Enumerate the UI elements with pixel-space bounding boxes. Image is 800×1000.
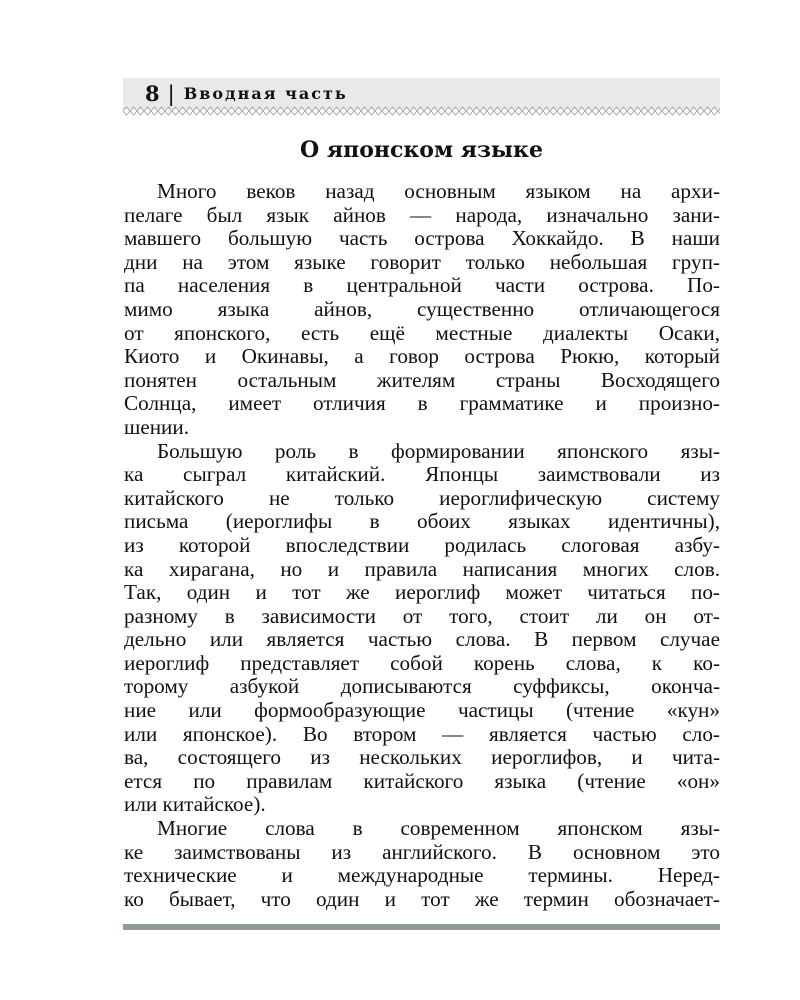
body-text-line: китайского не только иероглифическую систему [124,486,720,510]
body-text-line: понятен остальным жителям страны Восходящего [124,368,720,392]
body-text-line: из которой впоследствии родилась слоговая азбу- [124,533,720,557]
body-text-line: технические и международные термины. Неред- [124,864,720,888]
body-text-line: Солнца, имеет отличия в грамматике и произно- [124,392,720,416]
body-text-line: или японское). Во втором — является частью сло- [124,722,720,746]
body-text-line: дельно или является частью слова. В первом случае [124,628,720,652]
footer-rule [123,924,720,930]
body-text-line: или китайское). [124,793,266,817]
body-text-line: Большую роль в формировании японского язы- [157,439,720,463]
header-ornament-border [123,106,720,116]
running-header [123,78,720,109]
body-text-line: ка сыграл китайский. Японцы заимствовали из [124,463,720,487]
body-text-line: Много веков назад основным языком на архи- [157,180,720,203]
page-number: 8 [145,81,160,106]
body-text-line: ние или формообразующие частицы (чтение «кун» [124,699,720,723]
body-text-line: Многие слова в современном японском язы- [157,817,720,841]
body-text-line: мавшего большую часть острова Хоккайдо. В наши [124,227,720,251]
body-text-line: мимо языка айнов, существенно отличающегося [124,297,720,321]
running-header-section-title: Вводная часть [183,84,348,103]
body-text-line: Киото и Окинавы, а говор острова Рюкю, который [124,345,720,369]
body-text-line: торому азбукой дописываются суффиксы, оконча- [124,675,720,699]
body-text-line: пелаге был язык айнов — народа, изначально зани- [124,203,720,227]
header-separator: | [167,81,175,106]
article-title: О японском языке [300,137,543,163]
body-text-line: ется по правилам китайского языка (чтение «он» [124,769,720,793]
body-text-line: дни на этом языке говорит только небольшая груп- [124,250,720,274]
body-text-line: ке заимствованы из английского. В основном это [124,840,720,864]
body-text-line: разному в зависимости от того, стоит ли он от- [124,604,720,628]
body-text-line: ва, состоящего из нескольких иероглифов, и чита- [124,746,720,770]
body-text-line: Так, один и тот же иероглиф может читаться по- [124,581,720,605]
body-text-line: от японского, есть ещё местные диалекты Осаки, [124,321,720,345]
body-text-line: письма (иероглифы в обоих языках идентичны), [124,510,720,534]
body-text-line: иероглиф представляет собой корень слова, к ко- [124,651,720,675]
article-body [124,180,720,911]
body-text-line: ка хирагана, но и правила написания многих слов. [124,557,720,581]
body-text-line: па населения в центральной части острова. По- [124,274,720,298]
body-text-line: ко бывает, что один и тот же термин обозначает- [124,887,720,911]
body-text-line: шении. [124,415,190,439]
